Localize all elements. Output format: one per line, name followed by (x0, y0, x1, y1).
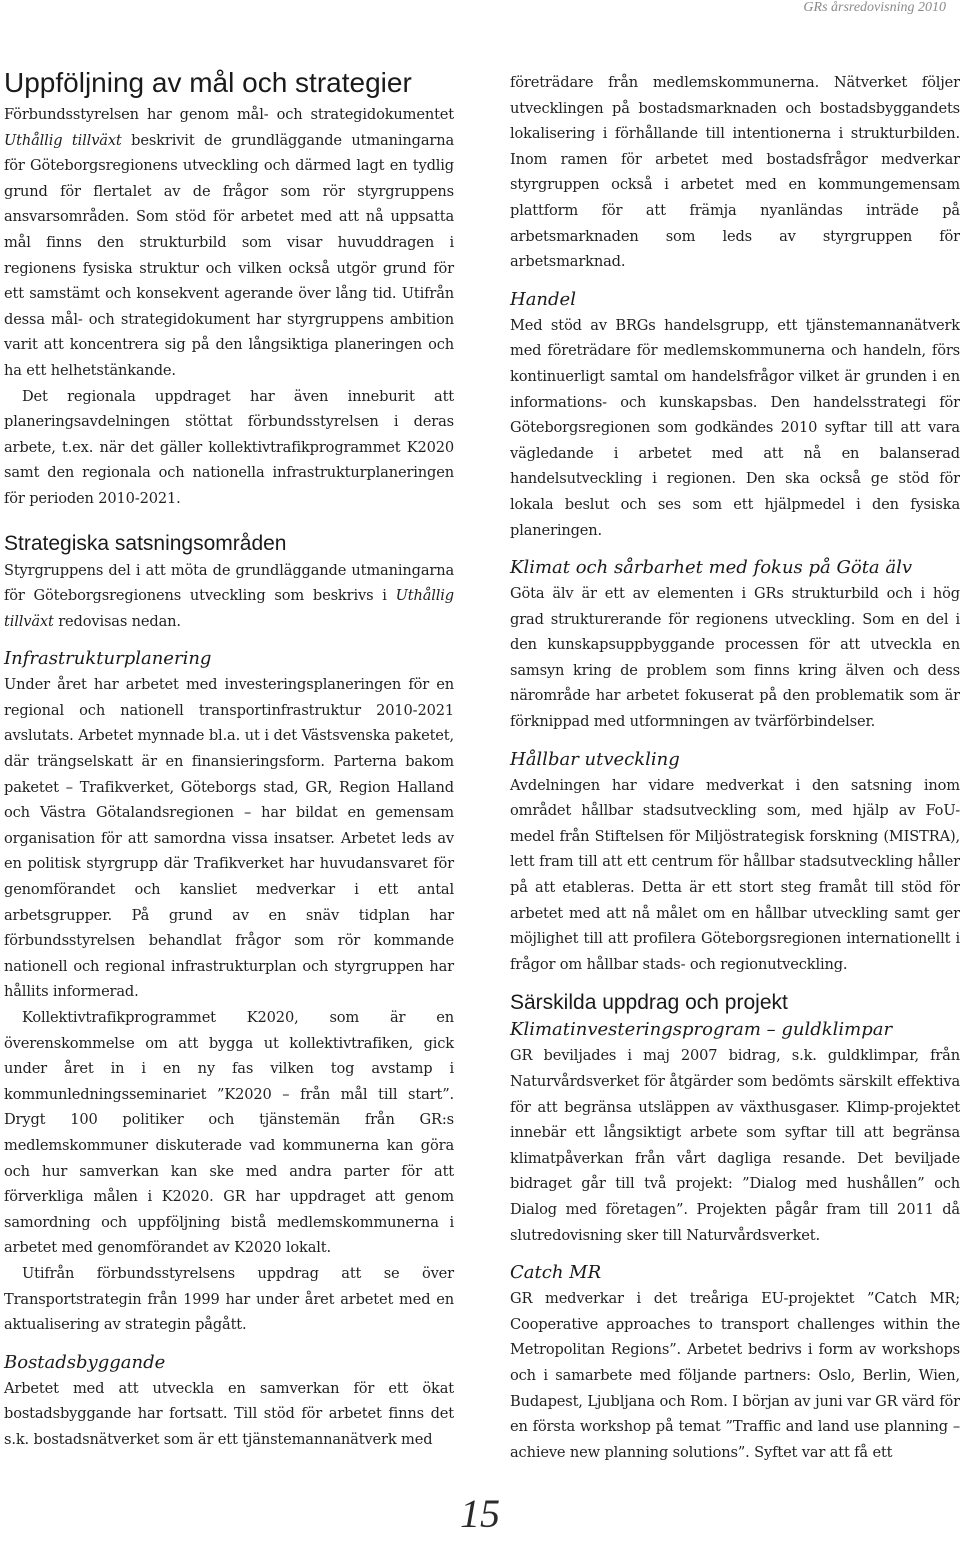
heading-klimat: Klimat och sårbarhet med fokus på Göta älv (510, 557, 913, 579)
handel-paragraph: Med stöd av BRGs handelsgrupp, ett tjänstemannanätverk med företrädare för medlemskommunerna och handeln, förs kontinuerligt samtal om handelsfrågor vilket är grunden i en informations- och kunskapsbas. Den handelsstrategi för Göteborgsregionen som godkändes 2010 syftar till att vara vägledande i arbetet med att nå en balanserad handelsutveckling i regionen. Den ska också ge stöd för lokala beslut och ses som ett hjälpmedel i den fysiska planeringen. (510, 316, 960, 539)
bostad-continued-paragraph: företrädare från medlemskommunerna. Nätverket följer utvecklingen på bostadsmarknaden och bostadsbyggandets lokalisering i förhållande till intentionerna i strukturbilden. Inom ramen för arbetet med bostadsfrågor medverkar styrgruppen också i arbetet med en kommungemensam plattform för att främja nyanländas inträde på arbetsmarknaden som leds av styrgruppen för arbetsmarknad. (510, 74, 960, 271)
infra-paragraph-2: Kollektivtrafikprogrammet K2020, som är en överenskommelse om att bygga ut kollektivtrafiken, gick under året in i en ny fas vilken tog avstamp i kommunledningsseminariet ”K2020 – från mål till start”. Drygt 100 politiker och tjänstemän från GR:s medlemskommuner diskuterade vad kommunerna kan göra och hur samverkan kan ske med andra parter för att förverkliga målen i K2020. GR har uppdraget att genom samordning och uppföljning bistå medlemskommunerna i arbetet med genomförandet av K2020 lokalt. (4, 1009, 454, 1257)
heading-strategiska: Strategiska satsningsområden (4, 531, 287, 555)
heading-klimp: Klimatinvesteringsprogram – guldklimpar (510, 1019, 893, 1041)
klimat-paragraph: Göta älv är ett av elementen i GRs strukturbild och i hög grad strukturerande för regionens utveckling. Som en del i den kunskapsuppbyggande processen för att utveckla en samsyn kring de problem som finns kring älven och dess närområde har arbetet fokuserat på den problematik som är förknippad med utformningen av tvärförbindelser. (510, 585, 960, 731)
regional-paragraph: Det regionala uppdraget har även inneburit att planeringsavdelningen stöttat förbundsstyrelsen i deras arbete, t.ex. när det gäller kollektivtrafikprogrammet K2020 samt den regionala och nationella infrastrukturplaneringen för perioden 2010-2021. (4, 387, 454, 507)
klimp-paragraph: GR beviljades i maj 2007 bidrag, s.k. guldklimpar, från Naturvårdsverket för åtgärder som bedömts särskilt effektiva för att begränsa utsläppen av växthusgaser. Klimp-projektet innebär ett långsiktigt arbete som syftar till att begränsa klimatpåverkan från vårt dagliga resande. Det beviljade bidraget går till två projekt: ”Dialog med hushållen” och Dialog med företagen”. Projekten pågår fram till 2011 då slutredovisning sker till Naturvårdsverket. (510, 1047, 960, 1244)
left-column (4, 66, 454, 1453)
intro-paragraph (4, 102, 454, 384)
strat-doc-title: Uthållig tillväxt (4, 587, 454, 630)
strat-text-a: Styrgruppens del i att möta de grundläggande utmaningarna för Göteborgsregionens utveckling som beskrivs i (4, 561, 454, 605)
right-column (510, 70, 960, 1465)
infra-paragraph-1: Under året har arbetet med investeringsplaneringen för en regional och nationell transportinfrastruktur 2010-2021 avslutats. Arbetet mynnade bl.a. ut i det Västsvenska paketet, där trängselskatt är en finansieringsform. Parterna bakom paketet – Trafikverket, Göteborgs stad, GR, Region Halland och Västra Götalandsregionen – har bildat en gemensam organisation för att samordna vissa insatser. Arbetet leds av en politisk styrgrupp där Trafikverket har huvudansvaret för genomförandet och kansliet medverkar i ett antal arbetsgrupper. På grund av en snäv tidplan har förbundsstyrelsen behandlat frågor som rör kommande nationell och regional infrastrukturplan och styrgruppen har hållits informerad. (4, 676, 454, 1001)
strategiska-paragraph (4, 558, 454, 635)
intro-doc-title: Uthållig tillväxt (4, 131, 122, 149)
bostad-paragraph: Arbetet med att utveckla en samverkan för ett ökat bostadsbyggande har fortsatt. Till stöd för arbetet finns det s.k. bostadsnätverket som är ett tjänstemannanätverk med (4, 1379, 454, 1448)
heading-bostadsbyggande: Bostadsbyggande (4, 1351, 166, 1373)
heading-handel: Handel (510, 288, 576, 310)
intro-text-b: beskrivit de grundläggande utmaningarna för Göteborgsregionens utveckling och därmed lagt en tydlig grund för flertalet av de frågor som rör styrgruppens ansvarsområden. Som stöd för arbetet med att nå uppsatta mål finns den strukturbild som visar huvuddragen i regionens fysiska struktur och vilken också utgör grund för ett samstämt och konsekvent agerande över lång tid. Utifrån dessa mål- och strategidokument har styrgruppens ambition varit att koncentrera sig på den långsiktiga planeringen och ha ett helhetstänkande. (4, 131, 454, 379)
heading-hallbar: Hållbar utveckling (510, 748, 680, 770)
intro-text-a: Förbundsstyrelsen har genom mål- och strategidokumentet (4, 106, 454, 123)
heading-infrastruktur: Infrastrukturplanering (4, 648, 212, 670)
running-header: GRs årsredovisning 2010 (803, 0, 946, 15)
heading-catch-mr: Catch MR (510, 1262, 602, 1284)
page-number: 15 (460, 1491, 500, 1536)
catch-paragraph: GR medverkar i det treåriga EU-projektet ”Catch MR; Cooperative approaches to transport challenges within the Metropolitan Regions”. Arbetet bedrivs i form av workshops och i samarbete med följande partners: Oslo, Berlin, Wien, Budapest, Ljubljana och Rom. I början av juni var GR värd för en första workshop på temat ”Traffic and land use planning – achieve new planning solutions”. Syftet var att få ett (510, 1290, 960, 1461)
strat-text-b: redovisas nedan. (53, 612, 181, 630)
infra-paragraph-3: Utifrån förbundsstyrelsens uppdrag att se över Transportstrategin från 1999 har under året arbetet med en aktualisering av strategin pågått. (4, 1264, 454, 1334)
heading-sarskilda: Särskilda uppdrag och projekt (510, 991, 788, 1015)
hallbar-paragraph: Avdelningen har vidare medverkat i den satsning inom området hållbar stadsutveckling som, med hjälp av FoU-medel från Stiftelsen för Miljöstrategisk forskning (MISTRA), lett fram till att ett centrum för hållbar stadsutveckling håller på att etableras. Detta är ett stort steg framåt till stöd för arbetet med att nå målet om en hållbar utveckling samt ger möjlighet till att profilera Göteborgsregionen internationellt i frågor om hållbar stads- och regionutveckling. (510, 776, 960, 973)
page-title: Uppföljning av mål och strategier (4, 67, 412, 98)
